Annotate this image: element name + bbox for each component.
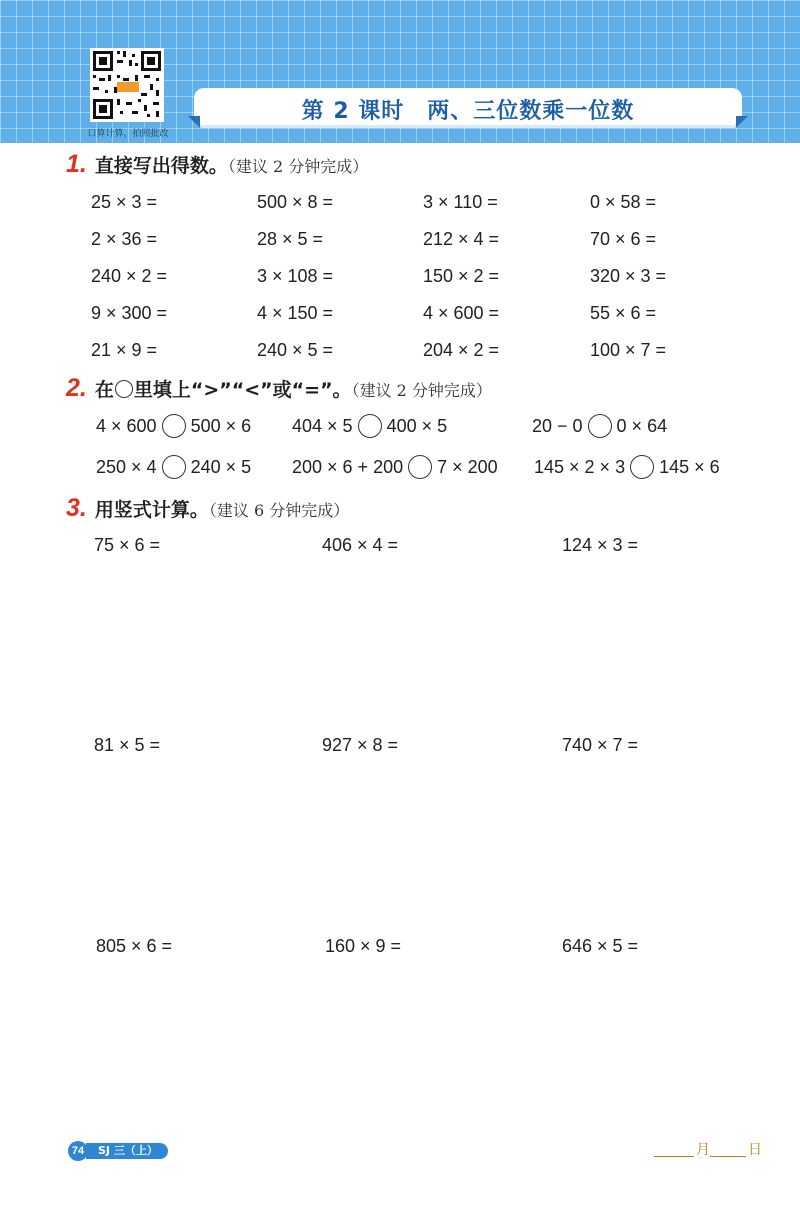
section-1-number: 1. [66,150,87,178]
oral-problem: 2 × 36 = [91,229,158,249]
compare-right: 145 × 6 [659,456,720,477]
vertical-problem: 646 × 5 = [562,936,639,956]
section-3-number: 3. [66,494,87,522]
qr-code-icon [90,48,164,122]
day-label: 日 [748,1142,762,1158]
oral-problem: 28 × 5 = [257,229,324,249]
vertical-problem: 805 × 6 = [96,936,173,956]
compare-item [532,414,667,438]
compare-right: 7 × 200 [437,456,498,477]
oral-problem: 4 × 150 = [257,303,334,323]
compare-item [292,414,447,438]
oral-problem: 70 × 6 = [590,229,657,249]
section-2-number: 2. [66,374,87,402]
compare-left: 404 × 5 [292,415,353,436]
section-1-title [66,150,368,179]
page-number: 74 [68,1141,88,1161]
answer-circle[interactable] [588,414,612,438]
oral-problem: 55 × 6 = [590,303,657,323]
vertical-problem: 75 × 6 = [94,535,161,555]
oral-problem: 240 × 2 = [91,266,168,286]
qr-code[interactable] [90,48,164,122]
month-label: 月 [696,1142,710,1158]
section-1-heading: 直接写出得数。 [94,155,228,177]
answer-circle[interactable] [408,455,432,479]
section-3-hint: （建议 6 分钟完成） [208,501,350,520]
oral-problem: 0 × 58 = [590,192,657,212]
oral-problem: 21 × 9 = [91,340,158,360]
oral-problem: 9 × 300 = [91,303,168,323]
compare-left: 250 × 4 [96,456,157,477]
oral-problem: 4 × 600 = [423,303,500,323]
compare-item [96,414,251,438]
answer-circle[interactable] [162,414,186,438]
answer-circle[interactable] [162,455,186,479]
section-2-hint: （建议 2 分钟完成） [351,381,492,400]
qr-caption: 口算计算，拍照批改 [87,129,169,139]
vertical-problem: 81 × 5 = [94,735,161,755]
compare-left: 4 × 600 [96,415,157,436]
header-band [0,0,800,143]
circle-icon [115,380,133,398]
edition-label: SJ 三（上） [86,1143,168,1159]
oral-problem: 500 × 8 = [257,192,334,212]
oral-problem: 3 × 108 = [257,266,334,286]
section-2-heading-post: 里填上“>”“<”或“=”。 [133,379,352,401]
month-blank[interactable] [654,1156,694,1157]
compare-right: 240 × 5 [190,456,252,477]
oral-problem: 240 × 5 = [257,340,334,360]
vertical-problem: 927 × 8 = [322,735,399,755]
answer-circle[interactable] [358,414,382,438]
compare-left: 20 − 0 [532,415,583,436]
compare-right: 500 × 6 [190,415,252,436]
section-3-title [66,494,349,523]
section-2-title [66,374,492,403]
compare-item [534,455,720,479]
compare-left: 200 × 6 + 200 [292,456,404,477]
oral-problem: 320 × 3 = [590,266,667,286]
oral-problem: 212 × 4 = [423,229,500,249]
day-blank[interactable] [710,1156,746,1157]
section-1-hint: （建议 2 分钟完成） [227,157,369,176]
oral-problem: 204 × 2 = [423,340,500,360]
compare-right: 0 × 64 [616,415,668,436]
vertical-problem: 740 × 7 = [562,735,639,755]
oral-problem: 150 × 2 = [423,266,500,286]
compare-right: 400 × 5 [386,415,448,436]
lesson-title: 第 2 课时 两、三位数乘一位数 [301,99,635,124]
answer-circle[interactable] [630,455,654,479]
lesson-title-tab [194,88,742,128]
section-2-heading-pre: 在 [94,379,114,401]
section-3-heading: 用竖式计算。 [94,499,209,521]
compare-item [96,455,251,479]
compare-left: 145 × 2 × 3 [534,456,626,477]
compare-item [292,455,498,479]
vertical-problem: 124 × 3 = [562,535,639,555]
vertical-problem: 160 × 9 = [325,936,402,956]
oral-problem: 100 × 7 = [590,340,667,360]
oral-problem: 25 × 3 = [91,192,158,212]
oral-problem: 3 × 110 = [423,192,498,212]
vertical-problem: 406 × 4 = [322,535,399,555]
